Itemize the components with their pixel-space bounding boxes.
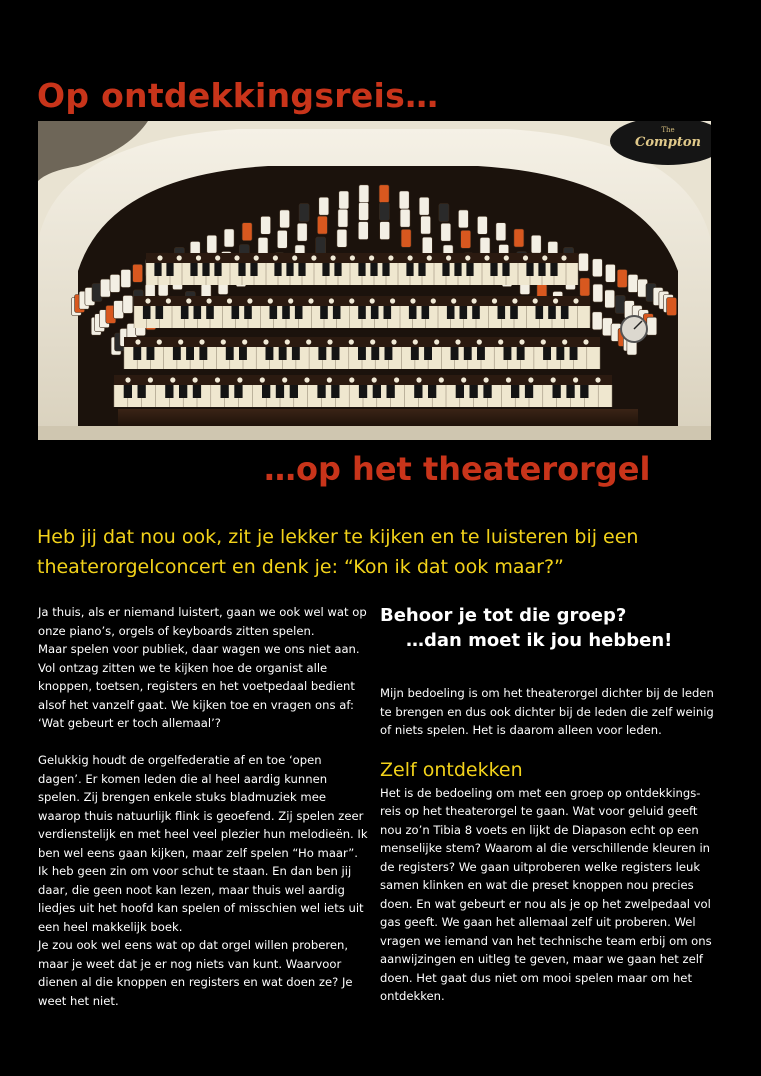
black-key	[483, 385, 491, 398]
black-key	[232, 306, 240, 319]
stop-tab	[617, 270, 627, 288]
left-paragraph-1: Ja thuis, als er niemand luistert, gaan we ook wel wat op onze piano’s, orgels of keyboards zitten spelen.	[38, 605, 367, 638]
piston-button	[177, 255, 182, 260]
black-key	[371, 306, 379, 319]
piston-button	[285, 339, 290, 344]
black-key	[447, 306, 455, 319]
piston-button	[227, 298, 232, 303]
right-paragraph-1: Mijn bedoeling is om het theaterorgel dichter bij de leden te brengen en dus ook dichter bij de leden die zelf weinig of niets spelen. Het is daarom alleen voor leden.	[380, 686, 714, 737]
black-key	[206, 306, 214, 319]
stop-tab	[605, 290, 615, 308]
black-key	[477, 347, 485, 360]
piston-button	[465, 255, 470, 260]
stop-tab	[422, 237, 432, 255]
black-key	[373, 385, 381, 398]
black-key	[270, 306, 278, 319]
piston-button	[551, 377, 556, 382]
stop-tab	[359, 202, 369, 220]
left-paragraph-2: Maar spelen voor publiek, daar wagen we ons niet aan. Vol ontzag zitten we te kijken hoe de organist alle knoppen, toetsen, registers en het voetpedaal bedient alsof het vanzelf gaat. We kijken toe en vragen ons af: ‘Wat gebeurt er toch allemaal’?	[38, 642, 360, 730]
black-key	[517, 347, 525, 360]
black-key	[536, 306, 544, 319]
group-heading: Behoor je tot die groep?	[380, 605, 627, 626]
piston-button	[541, 339, 546, 344]
black-key	[451, 347, 459, 360]
piston-button	[431, 298, 436, 303]
black-key	[298, 263, 305, 276]
piston-button	[304, 377, 309, 382]
stop-tab	[123, 295, 133, 313]
black-key	[292, 347, 300, 360]
piston-button	[273, 255, 278, 260]
piston-button	[410, 298, 415, 303]
stop-tab	[579, 253, 589, 271]
black-key	[510, 306, 518, 319]
left-paragraph-3: Gelukkig houdt de orgelfederatie af en toe ‘open dagen’. Er komen leden die al heel aardig kunnen spelen. Zij brengen enkele stuks bladmuziek mee waarop thuis natuurlijk flink is geoefend. Zij spelen zeer verdienstelijk en met heel veel plezier hun melodieën. Ik ben wel eens gaan kijken, maar zelf spelen “Ho maar”. Ik heb geen zin om voor schut te staan. En dan ben jij daar, die geen noot kan lezen, maar thuis wel aardig liedjes uit het hoofd kan spelen of misschien wel iets uit een heel makkelijk boek.	[38, 753, 368, 934]
piston-button	[327, 339, 332, 344]
stop-tab	[380, 222, 390, 240]
piston-button	[234, 255, 239, 260]
piston-button	[477, 339, 482, 344]
stop-tab	[628, 274, 638, 292]
piston-button	[166, 298, 171, 303]
black-key	[498, 306, 506, 319]
stop-tab	[121, 270, 131, 288]
stop-tab	[316, 237, 326, 255]
piston-button	[215, 255, 220, 260]
black-key	[202, 263, 209, 276]
piston-button	[237, 377, 242, 382]
black-key	[317, 385, 325, 398]
black-key	[371, 347, 379, 360]
stop-tab	[207, 235, 217, 253]
black-key	[181, 306, 189, 319]
black-key	[179, 385, 187, 398]
stop-tab	[379, 185, 389, 203]
piston-button	[573, 298, 578, 303]
black-key	[566, 385, 574, 398]
black-key	[320, 306, 328, 319]
stop-tab	[615, 295, 625, 313]
black-key	[561, 306, 569, 319]
black-key	[414, 385, 422, 398]
stop-tab	[399, 191, 409, 209]
stop-tab	[439, 204, 449, 222]
page-subtitle: …op het theaterorgel	[264, 450, 651, 488]
key-slip	[134, 296, 590, 306]
stop-tab	[297, 223, 307, 241]
piston-button	[247, 298, 252, 303]
piston-button	[504, 255, 509, 260]
black-key	[470, 385, 478, 398]
black-key	[384, 306, 392, 319]
black-key	[422, 306, 430, 319]
piston-button	[306, 339, 311, 344]
piston-button	[242, 339, 247, 344]
piston-button	[451, 298, 456, 303]
organ-illustration	[38, 121, 711, 440]
black-key	[154, 263, 161, 276]
black-key	[472, 306, 480, 319]
stop-tab	[261, 216, 271, 234]
black-key	[358, 306, 366, 319]
stop-tab	[593, 284, 603, 302]
black-key	[244, 306, 252, 319]
stop-tab	[299, 204, 309, 222]
black-key	[274, 263, 281, 276]
piston-button	[254, 255, 259, 260]
black-key	[334, 263, 341, 276]
piston-button	[512, 298, 517, 303]
piston-button	[157, 339, 162, 344]
piston-button	[562, 339, 567, 344]
stop-tab	[379, 202, 389, 220]
black-key	[266, 347, 274, 360]
piston-button	[388, 255, 393, 260]
nameplate-brand: Compton	[635, 135, 701, 150]
piston-button	[292, 255, 297, 260]
stop-tab	[358, 222, 368, 240]
black-key	[490, 263, 497, 276]
stop-tab	[110, 274, 120, 292]
console-floor	[38, 426, 711, 440]
left-paragraph-4: Je zou ook wel eens wat op dat orgel willen proberen, maar je weet dat je er nog niets van kunt. Waarvoor dienen al die knoppen en registers en wat doen ze? Je weet het niet.	[38, 938, 353, 1008]
black-key	[194, 306, 202, 319]
piston-button	[193, 377, 198, 382]
group-heading-second: …dan moet ik jou hebben!	[406, 630, 673, 651]
black-key	[322, 263, 329, 276]
black-key	[466, 263, 473, 276]
black-key	[234, 385, 242, 398]
black-key	[282, 306, 290, 319]
black-key	[428, 385, 436, 398]
black-key	[382, 263, 389, 276]
black-key	[460, 306, 468, 319]
stop-tab	[605, 264, 615, 282]
piston-button	[369, 255, 374, 260]
piston-button	[553, 298, 558, 303]
stop-tab	[421, 216, 431, 234]
stop-tab	[224, 229, 234, 247]
stop-tab	[100, 279, 110, 297]
stop-tab	[496, 223, 506, 241]
stop-tab	[114, 301, 124, 319]
black-key	[290, 385, 298, 398]
black-key	[286, 263, 293, 276]
stop-tab	[337, 229, 347, 247]
piston-button	[199, 339, 204, 344]
piston-button	[349, 339, 354, 344]
piston-button	[331, 255, 336, 260]
stop-tab	[277, 230, 287, 248]
piston-button	[370, 298, 375, 303]
piston-button	[145, 298, 150, 303]
piston-button	[391, 339, 396, 344]
piston-button	[561, 255, 566, 260]
black-key	[358, 347, 366, 360]
black-key	[359, 385, 367, 398]
black-key	[456, 385, 464, 398]
piston-button	[542, 255, 547, 260]
paragraph-gap	[38, 733, 368, 752]
stop-tab	[461, 230, 471, 248]
black-key	[239, 347, 247, 360]
black-key	[165, 385, 173, 398]
piston-button	[221, 339, 226, 344]
black-key	[418, 263, 425, 276]
black-key	[133, 347, 141, 360]
stop-tab	[339, 191, 349, 209]
stop-tab	[419, 197, 429, 215]
black-key	[331, 385, 339, 398]
piston-button	[349, 298, 354, 303]
stop-tab	[319, 197, 329, 215]
black-key	[166, 263, 173, 276]
piston-button	[492, 298, 497, 303]
stop-tab	[359, 185, 369, 203]
intro-paragraph: Heb jij dat nou ook, zit je lekker te kijken en te luisteren bij een theaterorgelconcert en denk je: “Kon ik dat ook maar?”	[37, 526, 639, 578]
stop-tab	[401, 229, 411, 247]
stop-tab	[531, 235, 541, 253]
black-key	[358, 263, 365, 276]
black-key	[221, 385, 229, 398]
piston-button	[472, 298, 477, 303]
stop-tab	[647, 317, 657, 335]
piston-button	[390, 298, 395, 303]
organ-console-photo	[38, 121, 711, 440]
stop-tab	[242, 223, 252, 241]
piston-button	[506, 377, 511, 382]
black-key	[526, 263, 533, 276]
piston-button	[484, 377, 489, 382]
piston-button	[533, 298, 538, 303]
black-key	[387, 385, 395, 398]
stop-tab	[592, 259, 602, 277]
stop-tab	[317, 216, 327, 234]
black-key	[424, 347, 432, 360]
black-key	[173, 347, 181, 360]
black-key	[502, 263, 509, 276]
black-key	[147, 347, 155, 360]
nameplate-line1: The	[661, 126, 675, 134]
black-key	[276, 385, 284, 398]
piston-button	[573, 377, 578, 382]
left-column	[38, 603, 368, 1010]
stop-tab	[133, 264, 143, 282]
black-key	[570, 347, 578, 360]
black-key	[262, 385, 270, 398]
stop-tab	[400, 209, 410, 227]
right-column	[380, 604, 720, 1006]
piston-button	[455, 339, 460, 344]
piston-button	[595, 377, 600, 382]
piston-button	[434, 339, 439, 344]
black-key	[124, 385, 132, 398]
piston-button	[370, 339, 375, 344]
piston-button	[282, 377, 287, 382]
black-key	[543, 347, 551, 360]
black-key	[411, 347, 419, 360]
piston-button	[523, 255, 528, 260]
piston-button	[308, 298, 313, 303]
stop-tab	[338, 209, 348, 227]
piston-button	[350, 255, 355, 260]
stop-tab	[441, 223, 451, 241]
black-key	[556, 347, 564, 360]
black-key	[511, 385, 519, 398]
black-key	[250, 263, 257, 276]
section-heading-zelf-ontdekken: Zelf ontdekken	[380, 758, 523, 781]
black-key	[538, 263, 545, 276]
piston-button	[207, 298, 212, 303]
stop-tab	[580, 278, 590, 296]
black-key	[385, 347, 393, 360]
piston-button	[327, 377, 332, 382]
piston-button	[178, 339, 183, 344]
piston-button	[329, 298, 334, 303]
piston-button	[408, 255, 413, 260]
piston-button	[394, 377, 399, 382]
black-key	[199, 347, 207, 360]
key-slip	[146, 253, 578, 263]
stop-tab	[477, 216, 487, 234]
black-key	[525, 385, 533, 398]
black-key	[504, 347, 512, 360]
piston-button	[186, 298, 191, 303]
stop-tab	[458, 210, 468, 228]
black-key	[279, 347, 287, 360]
piston-button	[484, 255, 489, 260]
black-key	[193, 385, 201, 398]
black-key	[295, 306, 303, 319]
stop-tab	[480, 237, 490, 255]
piston-button	[446, 255, 451, 260]
piston-button	[196, 255, 201, 260]
right-paragraph-2: Het is de bedoeling om met een groep op ontdekkings-reis op het theaterorgel te gaan. Wat voor geluid geeft nou zo’n Tibia 8 voets en lijkt de Diapason echt op een menselijke stem? Waarom al die verschillende kleuren in de registers? We gaan uitproberen welke registers leuk samen klinken en wat die preset knoppen nou precies doen. En wat gebeurt er nou als je op het zwelpedaal vol gas geeft. We gaan het allemaal zelf uit proberen. Wel vragen we iemand van het technische team erbij om ons aanwijzingen en uitleg te geven, maar we gaan het zelf doen. Het gaat dus niet om mooi spelen maar om het ontdekken.	[380, 785, 712, 1003]
black-key	[548, 306, 556, 319]
black-key	[333, 306, 341, 319]
piston-button	[427, 255, 432, 260]
piston-button	[125, 377, 130, 382]
piston-button	[416, 377, 421, 382]
stop-tab	[592, 312, 602, 330]
piston-button	[461, 377, 466, 382]
black-key	[238, 263, 245, 276]
black-key	[156, 306, 164, 319]
stop-tab	[514, 229, 524, 247]
piston-button	[583, 339, 588, 344]
piston-button	[170, 377, 175, 382]
black-key	[138, 385, 146, 398]
black-key	[454, 263, 461, 276]
black-key	[464, 347, 472, 360]
stop-tab	[258, 237, 268, 255]
piston-button	[260, 377, 265, 382]
piston-button	[528, 377, 533, 382]
piston-button	[519, 339, 524, 344]
black-key	[550, 263, 557, 276]
black-key	[553, 385, 561, 398]
piston-button	[439, 377, 444, 382]
black-key	[332, 347, 340, 360]
stop-tab	[280, 210, 290, 228]
black-key	[442, 263, 449, 276]
stop-tab	[667, 298, 677, 316]
black-key	[214, 263, 221, 276]
key-slip	[114, 375, 612, 385]
piston-button	[263, 339, 268, 344]
piston-button	[157, 255, 162, 260]
black-key	[143, 306, 151, 319]
piston-button	[148, 377, 153, 382]
piston-button	[498, 339, 503, 344]
piston-button	[215, 377, 220, 382]
page-title: Op ontdekkingsreis…	[37, 76, 439, 115]
piston-button	[288, 298, 293, 303]
black-key	[226, 347, 234, 360]
piston-button	[413, 339, 418, 344]
piston-button	[135, 339, 140, 344]
black-key	[318, 347, 326, 360]
black-key	[186, 347, 194, 360]
piston-button	[349, 377, 354, 382]
black-key	[580, 385, 588, 398]
piston-button	[372, 377, 377, 382]
black-key	[370, 263, 377, 276]
black-key	[406, 263, 413, 276]
black-key	[409, 306, 417, 319]
piston-button	[311, 255, 316, 260]
piston-button	[268, 298, 273, 303]
black-key	[190, 263, 197, 276]
key-slip	[124, 337, 600, 347]
